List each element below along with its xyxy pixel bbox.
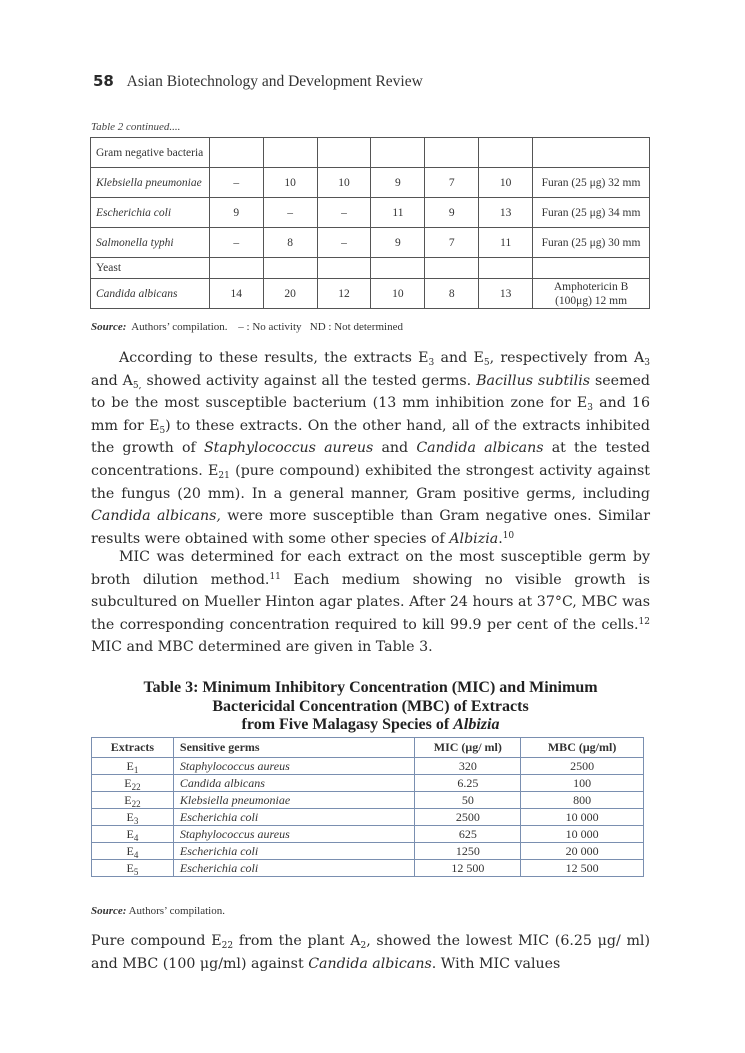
value-cell xyxy=(425,258,479,279)
value-cell: 10 xyxy=(317,168,371,198)
extract-cell: $E_3$ xyxy=(92,809,174,826)
value-cell: 7 xyxy=(425,168,479,198)
germ-cell: Escherichia coli xyxy=(173,809,415,826)
journal-title: Asian Biotechnology and Development Review xyxy=(126,73,423,90)
reference-antibiotic xyxy=(533,138,650,168)
organism-name: Klebsiella pneumoniae xyxy=(91,168,210,198)
mbc-cell: 10 000 xyxy=(521,809,644,826)
section-row xyxy=(91,138,650,168)
germ-cell: Klebsiella pneumoniae xyxy=(173,792,415,809)
table-3-source xyxy=(91,905,225,917)
value-cell: 7 xyxy=(425,228,479,258)
reference-antibiotic: Furan (25 μg) 34 mm xyxy=(533,198,650,228)
table-row xyxy=(92,860,644,877)
extract-cell: $E_{22}$ xyxy=(92,792,174,809)
extract-cell: $E_{22}$ xyxy=(92,775,174,792)
table-3-header-row xyxy=(92,738,644,758)
mbc-cell: 10 000 xyxy=(521,826,644,843)
extract-cell: $E_4$ xyxy=(92,843,174,860)
header-mic: MIC (μg/ ml) xyxy=(415,738,521,758)
table-row xyxy=(91,198,650,228)
table-row xyxy=(92,758,644,775)
table-row xyxy=(91,228,650,258)
table-legend: – : No activity ND : Not determined xyxy=(238,321,403,333)
germ-cell: Escherichia coli xyxy=(173,843,415,860)
value-cell: 13 xyxy=(479,198,533,228)
value-cell xyxy=(371,258,425,279)
value-cell xyxy=(479,258,533,279)
source-text: Authors’ compilation. xyxy=(128,905,225,917)
value-cell xyxy=(317,138,371,168)
table-row xyxy=(92,792,644,809)
value-cell: 9 xyxy=(371,168,425,198)
value-cell: 12 xyxy=(317,279,371,309)
value-cell xyxy=(425,138,479,168)
value-cell: 20 xyxy=(263,279,317,309)
section-label: Gram negative bacteria xyxy=(91,138,210,168)
germ-cell: Candida albicans xyxy=(173,775,415,792)
table-row xyxy=(91,279,650,309)
value-cell: 10 xyxy=(371,279,425,309)
value-cell: 9 xyxy=(371,228,425,258)
mic-cell: 6.25 xyxy=(415,775,521,792)
value-cell: 11 xyxy=(371,198,425,228)
mbc-cell: 12 500 xyxy=(521,860,644,877)
organism-name: Candida albicans xyxy=(91,279,210,309)
header-extracts: Extracts xyxy=(92,738,174,758)
value-cell xyxy=(371,138,425,168)
header-sensitive-germs: Sensitive germs xyxy=(173,738,415,758)
reference-antibiotic xyxy=(533,258,650,279)
mbc-cell: 2500 xyxy=(521,758,644,775)
source-label: Source: xyxy=(91,905,127,917)
table-3 xyxy=(91,737,644,877)
header-mbc: MBC (μg/ml) xyxy=(521,738,644,758)
value-cell xyxy=(263,138,317,168)
mic-cell: 320 xyxy=(415,758,521,775)
value-cell: – xyxy=(263,198,317,228)
table-2-continued xyxy=(90,137,650,309)
mic-cell: 1250 xyxy=(415,843,521,860)
germ-cell: Staphylococcus aureus xyxy=(173,826,415,843)
mic-cell: 50 xyxy=(415,792,521,809)
value-cell: – xyxy=(209,228,263,258)
page-number: 58 xyxy=(93,72,114,90)
value-cell: 11 xyxy=(479,228,533,258)
source-label: Source: xyxy=(91,321,127,333)
section-row xyxy=(91,258,650,279)
value-cell: 14 xyxy=(209,279,263,309)
organism-name: Salmonella typhi xyxy=(91,228,210,258)
table-row xyxy=(92,809,644,826)
table-2-source xyxy=(91,321,403,333)
table-row xyxy=(91,168,650,198)
germ-cell: Escherichia coli xyxy=(173,860,415,877)
mbc-cell: 800 xyxy=(521,792,644,809)
value-cell: – xyxy=(209,168,263,198)
value-cell xyxy=(479,138,533,168)
mbc-cell: 100 xyxy=(521,775,644,792)
value-cell: 8 xyxy=(425,279,479,309)
value-cell xyxy=(263,258,317,279)
reference-antibiotic: Furan (25 μg) 30 mm xyxy=(533,228,650,258)
value-cell xyxy=(317,258,371,279)
value-cell: 10 xyxy=(263,168,317,198)
mic-cell: 625 xyxy=(415,826,521,843)
value-cell: – xyxy=(317,198,371,228)
paragraph-3: Pure compound $E_{22}$ from the plant $A_2$, showed the lowest MIC (6.25 μg/ ml) and MBC (100 μg/ml) against Candida albicans. With MIC values xyxy=(91,933,650,972)
section-label: Yeast xyxy=(91,258,210,279)
value-cell: 8 xyxy=(263,228,317,258)
reference-antibiotic: Furan (25 μg) 32 mm xyxy=(533,168,650,198)
value-cell: 9 xyxy=(425,198,479,228)
extract-cell: $E_5$ xyxy=(92,860,174,877)
paragraph-1: According to these results, the extracts $E_3$ and $E_5$, respectively from $A_3$ and $A_{5,}$ showed activity against all the tested germs. Bacillus subtilis seemed to be the most susceptible bacterium (13 mm inhibition zone for $E_3$ and 16 mm for $E_5$) to these extracts. On the other hand, all of the extracts inhibited the growth of Staphylococcus aureus and Candida albicans at the tested concentrations. $E_{21}$ (pure compound) exhibited the strongest activity against the fungus (20 mm). In a general manner, Gram positive germs, including Candida albicans, were more susceptible than Gram negative ones. Similar results were obtained with some other species of Albizia.$^{10}$ xyxy=(91,350,651,547)
value-cell: 10 xyxy=(479,168,533,198)
extract-cell: $E_1$ xyxy=(92,758,174,775)
table-row xyxy=(92,775,644,792)
value-cell xyxy=(209,138,263,168)
value-cell: 13 xyxy=(479,279,533,309)
mic-cell: 12 500 xyxy=(415,860,521,877)
paragraph-2: MIC was determined for each extract on the most susceptible germ by broth dilution method.$^{11}$ Each medium showing no visible growth is subcultured on Mueller Hinton agar plates. After 24 hours at 37°C, MBC was the corresponding concentration required to kill 99.9 per cent of the cells.$^{12}$ MIC and MBC determined are given in Table 3. xyxy=(91,549,650,656)
value-cell: 9 xyxy=(209,198,263,228)
extract-cell: $E_4$ xyxy=(92,826,174,843)
value-cell xyxy=(209,258,263,279)
table-row xyxy=(92,843,644,860)
germ-cell: Staphylococcus aureus xyxy=(173,758,415,775)
table-continued-label: Table 2 continued.... xyxy=(91,121,181,133)
table-3-title: Table 3: Minimum Inhibitory Concentration (MIC) and Minimum Bactericidal Concentration (MBC) of Extracts from Five Malagasy Species of Albizia xyxy=(143,679,598,733)
source-text: Authors’ compilation. xyxy=(131,321,228,333)
running-header xyxy=(93,72,423,91)
value-cell: – xyxy=(317,228,371,258)
organism-name: Escherichia coli xyxy=(91,198,210,228)
table-row xyxy=(92,826,644,843)
mic-cell: 2500 xyxy=(415,809,521,826)
reference-antibiotic: Amphotericin B (100μg) 12 mm xyxy=(533,279,650,309)
mbc-cell: 20 000 xyxy=(521,843,644,860)
